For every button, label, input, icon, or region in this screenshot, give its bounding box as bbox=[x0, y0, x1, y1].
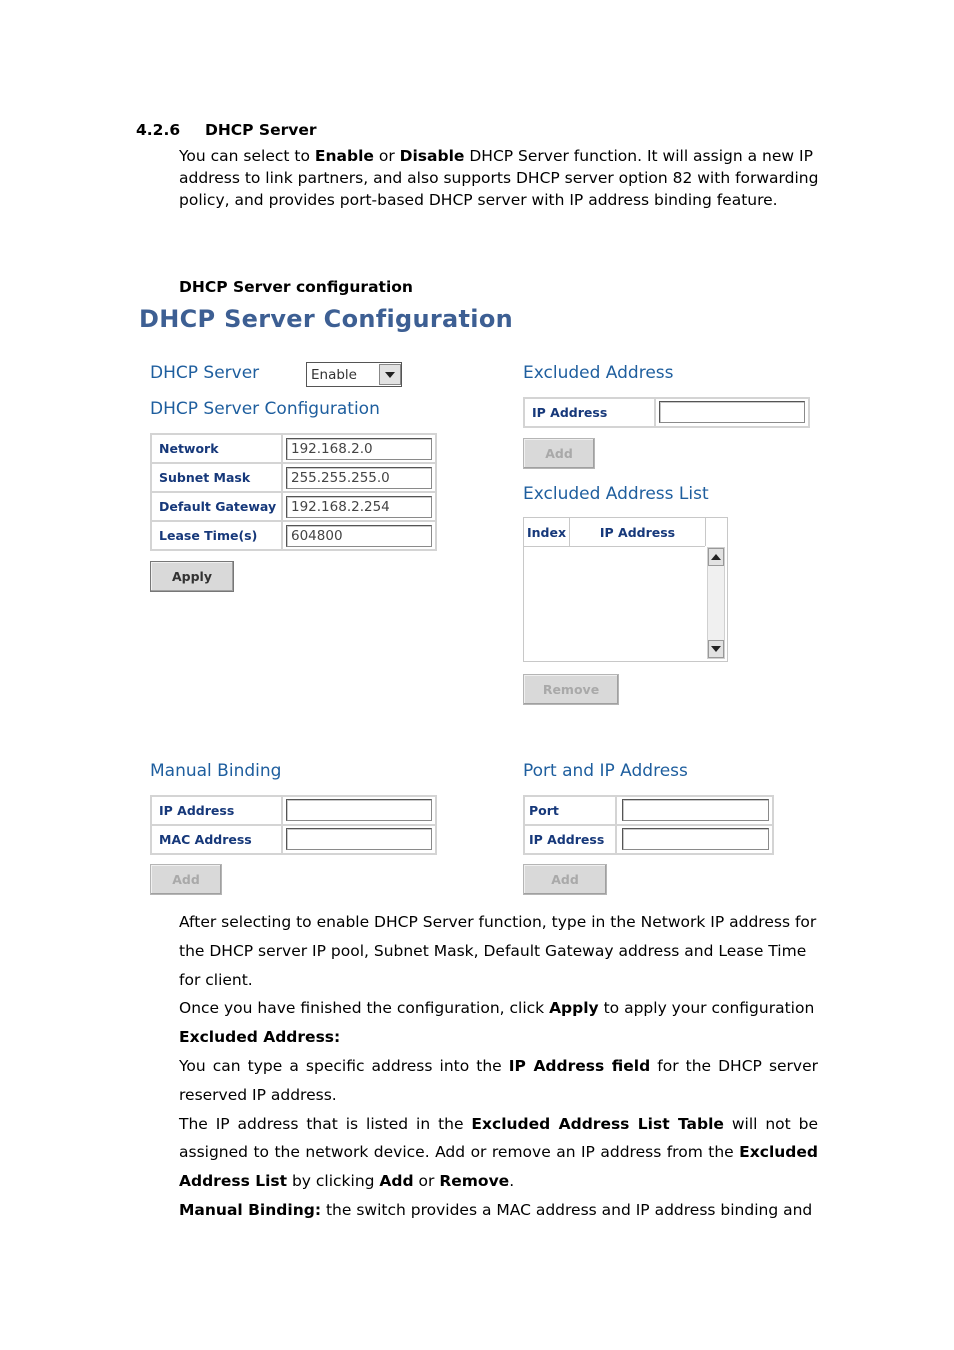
config-table bbox=[150, 433, 437, 551]
body-para-3: You can type a specific address into the IP Address field for the DHCP server reserved IP address. bbox=[179, 1056, 819, 1104]
excluded-address-title: Excluded Address: bbox=[179, 1028, 341, 1047]
excluded-list-heading: Excluded Address List bbox=[523, 484, 709, 504]
default-gateway-input[interactable]: 192.168.2.254 bbox=[286, 496, 432, 518]
body-para-4: The IP address that is listed in the Excluded Address List Table will not be assigned to the network device. Add or remove an IP address from the Excluded Address List by clicking Add or Remove. bbox=[179, 1114, 818, 1191]
manual-add-button[interactable]: Add bbox=[150, 864, 222, 895]
intro-text-2: or bbox=[373, 147, 400, 165]
port-label: Port bbox=[525, 797, 617, 824]
section-title: DHCP Server bbox=[204, 121, 317, 139]
manual-binding-heading: Manual Binding bbox=[150, 761, 282, 781]
body-text bbox=[179, 908, 818, 1225]
lease-time-label: Lease Time(s) bbox=[152, 522, 283, 549]
manual-ip-input[interactable] bbox=[286, 799, 432, 821]
intro-disable: Disable bbox=[399, 147, 465, 165]
manual-ip-label: IP Address bbox=[152, 797, 283, 824]
manual-mac-label: MAC Address bbox=[152, 826, 283, 853]
manual-mac-input[interactable] bbox=[286, 828, 432, 850]
table-row bbox=[525, 797, 772, 824]
port-ip-heading: Port and IP Address bbox=[523, 761, 688, 781]
figure-caption: DHCP Server configuration bbox=[179, 278, 413, 296]
table-row bbox=[152, 520, 435, 549]
intro-text-3: DHCP Server function. It will assign a new IP address to link partners, and also supports DHCP server option 82 with forwarding policy, and provides port-based DHCP server with IP address binding feature. bbox=[179, 147, 819, 209]
page-title: DHCP Server Configuration bbox=[139, 305, 514, 333]
dhcp-server-select[interactable] bbox=[306, 362, 402, 387]
excluded-ip-label: IP Address bbox=[525, 399, 656, 426]
body-para-5: Manual Binding: the switch provides a MAC address and IP address binding and bbox=[179, 1200, 813, 1219]
network-label: Network bbox=[152, 435, 283, 462]
network-input[interactable]: 192.168.2.0 bbox=[286, 438, 432, 460]
port-add-button[interactable]: Add bbox=[523, 864, 607, 895]
table-row bbox=[152, 462, 435, 491]
intro-enable: Enable bbox=[314, 147, 374, 165]
port-ip-table bbox=[523, 795, 774, 855]
list-col-ip: IP Address bbox=[570, 518, 706, 546]
excluded-address-table bbox=[523, 397, 810, 428]
chevron-down-icon[interactable] bbox=[379, 364, 401, 385]
subnet-mask-label: Subnet Mask bbox=[152, 464, 283, 491]
list-col-index: Index bbox=[524, 518, 570, 546]
table-row bbox=[152, 435, 435, 462]
intro-text-1: You can select to bbox=[179, 147, 315, 165]
port-ip-label: IP Address bbox=[525, 826, 617, 853]
manual-binding-table bbox=[150, 795, 437, 855]
excluded-ip-input[interactable] bbox=[659, 401, 805, 423]
scroll-down-icon[interactable] bbox=[708, 640, 724, 658]
default-gateway-label: Default Gateway bbox=[152, 493, 283, 520]
table-row bbox=[525, 824, 772, 853]
table-row bbox=[152, 824, 435, 853]
lease-time-input[interactable]: 604800 bbox=[286, 525, 432, 547]
apply-button[interactable]: Apply bbox=[150, 561, 234, 592]
section-number: 4.2.6 bbox=[136, 121, 181, 139]
scroll-up-icon[interactable] bbox=[708, 548, 724, 566]
dhcp-server-label: DHCP Server bbox=[150, 363, 260, 383]
excluded-address-heading: Excluded Address bbox=[523, 363, 674, 383]
list-header bbox=[524, 518, 705, 547]
excluded-address-list[interactable] bbox=[523, 517, 728, 662]
port-input[interactable] bbox=[622, 799, 769, 821]
remove-button[interactable]: Remove bbox=[523, 674, 619, 705]
section-heading bbox=[136, 119, 317, 141]
body-para-1: After selecting to enable DHCP Server function, type in the Network IP address for the DHCP server IP pool, Subnet Mask, Default Gateway address and Lease Time for client. bbox=[179, 913, 817, 989]
config-heading: DHCP Server Configuration bbox=[150, 399, 380, 419]
table-row bbox=[152, 797, 435, 824]
intro-paragraph bbox=[179, 145, 819, 211]
body-para-2: Once you have finished the configuration, click Apply to apply your configuration bbox=[179, 999, 815, 1018]
table-row bbox=[152, 491, 435, 520]
subnet-mask-input[interactable]: 255.255.255.0 bbox=[286, 467, 432, 489]
port-ip-input[interactable] bbox=[622, 828, 769, 850]
dhcp-server-select-value: Enable bbox=[311, 367, 357, 383]
scrollbar[interactable] bbox=[707, 547, 725, 659]
excluded-add-button[interactable]: Add bbox=[523, 438, 595, 469]
